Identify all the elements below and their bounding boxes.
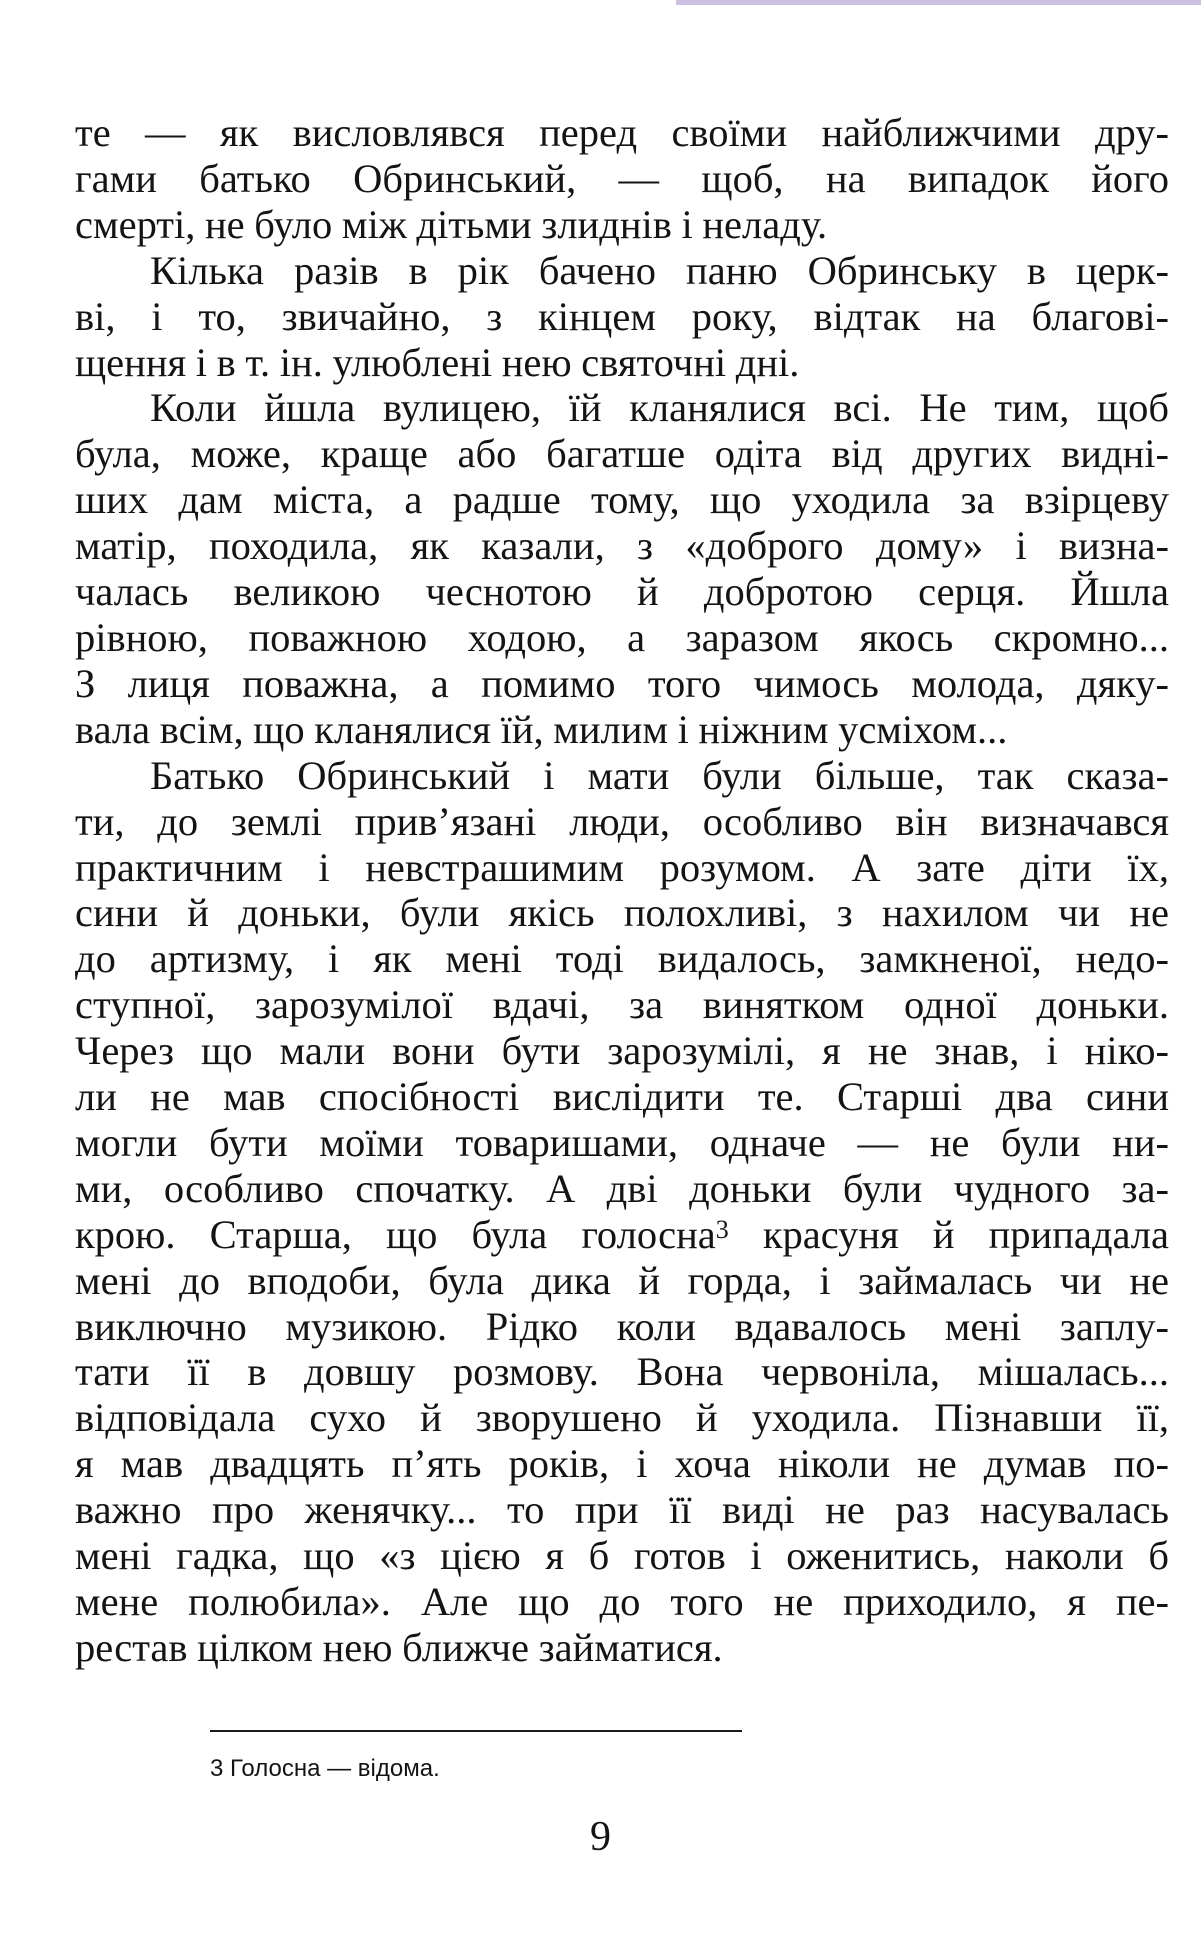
paragraph-4 xyxy=(75,753,1169,1671)
page-body xyxy=(75,110,1169,1671)
text-line: мені до вподоби, була дика й горда, і займалась чи не xyxy=(75,1257,1169,1303)
text-line: могли бути моїми товаришами, одначе — не були ни- xyxy=(75,1119,1169,1165)
paragraph-3 xyxy=(75,385,1169,752)
text-segment: красуня й припадала xyxy=(728,1211,1169,1257)
text-line: вала всім, що кланялися їй, милим і ніжним усміхом... xyxy=(75,706,1008,752)
text-line: Через що мали вони бути зарозумілі, я не знав, і ніко- xyxy=(75,1028,1169,1074)
text-line: щення і в т. ін. улюблені нею святочні дні. xyxy=(75,339,800,385)
text-line: чалась великою чеснотою й добротою серця. Йшла xyxy=(75,569,1169,615)
top-edge-rule xyxy=(676,0,1201,5)
text-line: відповідала сухо й зворушено й уходила. Пізнавши її, xyxy=(75,1395,1169,1441)
text-line: смерті, не було між дітьми злиднів і неладу. xyxy=(75,201,828,247)
text-line: ми, особливо спочатку. А дві доньки були чудного за- xyxy=(75,1165,1169,1211)
footnote-reference: 3 xyxy=(715,1214,729,1244)
text-line: ти, до землі прив’язані люди, особливо він визначався xyxy=(75,798,1169,844)
text-line: ли не мав спосібності вислідити те. Старші два сини xyxy=(75,1074,1169,1120)
text-line-with-footnote xyxy=(75,1212,1169,1258)
text-line: до артизму, і як мені тоді видалось, замкненої, недо- xyxy=(75,936,1169,982)
text-line: матір, походила, як казали, з «доброго дому» і визна- xyxy=(75,523,1169,569)
text-line: тати її в довшу розмову. Вона червоніла, мішалась... xyxy=(75,1349,1169,1395)
text-segment: крою. Старша, що була голосна xyxy=(75,1211,716,1257)
page-number: 9 xyxy=(590,1814,611,1860)
text-line: З лиця поважна, а помимо того чимось молода, дяку- xyxy=(75,660,1169,706)
paragraph-1 xyxy=(75,110,1169,248)
text-line: Кілька разів в рік бачено паню Обринську в церк- xyxy=(150,247,1169,293)
text-line: виключно музикою. Рідко коли вдавалось мені заплу- xyxy=(75,1303,1169,1349)
text-line: мене полюбила». Але що до того не приходило, я пе- xyxy=(75,1579,1169,1624)
text-line: Батько Обринський і мати були більше, так сказа- xyxy=(150,752,1169,798)
text-line: практичним і невстрашимим розумом. А зате діти їх, xyxy=(75,844,1169,890)
footnote-separator xyxy=(210,1730,742,1732)
text-line: рівною, поважною ходою, а заразом якось скромно... xyxy=(75,614,1169,660)
text-line: ступної, зарозумілої вдачі, за винятком одної доньки. xyxy=(75,982,1169,1028)
footnote: 3 Голосна — відома. xyxy=(210,1755,440,1782)
text-line: я мав двадцять п’ять років, і хоча ніколи не думав по- xyxy=(75,1441,1169,1487)
text-line: рестав цілком нею ближче займатися. xyxy=(75,1624,723,1670)
text-line: ших дам міста, а радше тому, що уходила за взірцеву xyxy=(75,477,1169,523)
text-line: ві, і то, звичайно, з кінцем року, відтак на благові- xyxy=(75,293,1169,339)
text-line: мені гадка, що «з цією я б готов і оженитись, наколи б xyxy=(75,1533,1169,1579)
paragraph-2 xyxy=(75,248,1169,386)
text-line: важно про женячку... то при її виді не раз насувалась xyxy=(75,1487,1169,1533)
text-line: гами батько Обринський, — щоб, на випадок його xyxy=(75,155,1169,201)
text-line: Коли йшла вулицею, їй кланялися всі. Не тим, щоб xyxy=(150,385,1169,431)
text-line: те — як висловлявся перед своїми найближчими дру- xyxy=(75,110,1169,155)
text-line: була, може, краще або багатше одіта від других видні- xyxy=(75,431,1169,477)
text-line: сини й доньки, були якісь полохливі, з нахилом чи не xyxy=(75,890,1169,936)
